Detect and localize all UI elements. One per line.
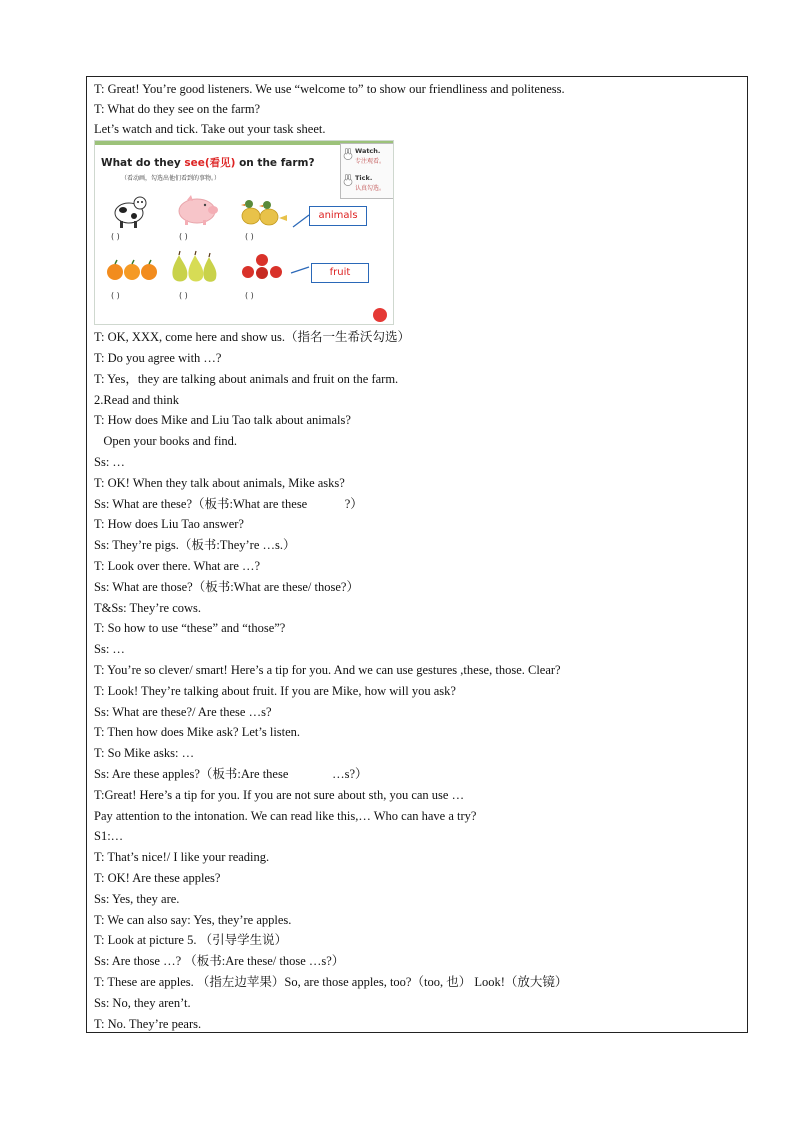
text-line: T: Then how does Mike ask? Let’s listen. [94, 725, 301, 739]
text-line: T: You’re so clever/ smart! Here’s a tip for you. And we can use gestures ,these, those. Clear? [94, 663, 561, 677]
slide-subtitle: （看动画，勾选出他们看到的事物。） [121, 175, 221, 182]
text-line: T&Ss: They’re cows. [94, 601, 202, 615]
text-line: Ss: Are these apples?（板书:Are these …s?） [94, 767, 368, 781]
text-line: T: How does Liu Tao answer? [94, 517, 244, 531]
answer-parens[interactable]: ( ) [179, 232, 188, 241]
text-line: T: Great! You’re good listeners. We use “welcome to” to show our friendliness and politeness. [94, 82, 565, 96]
oranges-icon [105, 255, 159, 285]
lesson-table-cell [86, 76, 748, 1033]
text-line: T: OK! When they talk about animals, Mike asks? [94, 476, 345, 490]
text-line: 2.Read and think [94, 393, 180, 407]
text-line: T: No. They’re pears. [94, 1017, 202, 1031]
bracket-line-animals [291, 201, 311, 231]
text-line: Ss: What are these?（板书:What are these ?） [94, 497, 363, 511]
text-line: Ss: They’re pigs.（板书:They’re …s.） [94, 538, 296, 552]
text-line: T: OK, XXX, come here and show us.（指名一生希沃勾选） [94, 330, 411, 344]
text-line: T: We can also say: Yes, they’re apples. [94, 913, 292, 927]
text-line: T: Look at picture 5. （引导学生说） [94, 933, 288, 947]
text-line: Ss: … [94, 642, 125, 656]
text-line: T: That’s nice!/ I like your reading. [94, 850, 270, 864]
text-line: T: These are apples. （指左边苹果）So, are those apples, too?（too, 也） Look!（放大镜） [94, 975, 568, 989]
answer-parens[interactable]: ( ) [245, 232, 254, 241]
text-line: Ss: No, they aren’t. [94, 996, 191, 1010]
answer-parens[interactable]: ( ) [111, 232, 120, 241]
text-line: T: Yes，they are talking about animals and fruit on the farm. [94, 372, 399, 386]
text-line: T: Look over there. What are …? [94, 559, 261, 573]
text-line: Ss: What are these?/ Are these …s? [94, 705, 272, 719]
rabbit-watch-icon [343, 148, 353, 160]
watch-tick-legend: Watch. 专注观看。 Tick. 认真勾选。 [340, 143, 394, 199]
pig-icon [175, 193, 221, 227]
text-line: T: What do they see on the farm? [94, 102, 261, 116]
text-line: Open your books and find. [94, 434, 238, 448]
pears-icon [169, 249, 219, 285]
text-line: Ss: Yes, they are. [94, 892, 180, 906]
text-line: T: Do you agree with …? [94, 351, 222, 365]
ducks-icon [239, 196, 291, 228]
answer-parens[interactable]: ( ) [245, 291, 254, 300]
rabbit-tick-icon [343, 174, 353, 186]
text-line: Ss: … [94, 455, 125, 469]
cow-icon [109, 191, 149, 229]
text-line: T: Look! They’re talking about fruit. If you are Mike, how will you ask? [94, 684, 456, 698]
answer-parens[interactable]: ( ) [179, 291, 188, 300]
text-line: Ss: What are those?（板书:What are these/ those?） [94, 580, 359, 594]
slide-title: What do they see(看见) on the farm? [101, 157, 315, 169]
answer-parens[interactable]: ( ) [111, 291, 120, 300]
apples-icon [239, 252, 285, 284]
fruit-tag: fruit [311, 263, 369, 283]
bracket-line-fruit [289, 259, 311, 279]
text-line: T: OK! Are these apples? [94, 871, 221, 885]
task-slide-image [94, 140, 394, 325]
text-line: T: How does Mike and Liu Tao talk about animals? [94, 413, 351, 427]
text-line: T: So how to use “these” and “those”? [94, 621, 286, 635]
text-line: Ss: Are those …? （板书:Are these/ those …s?） [94, 954, 345, 968]
animals-tag: animals [309, 206, 367, 226]
text-line: Pay attention to the intonation. We can read like this,… Who can have a try? [94, 809, 477, 823]
text-line: S1:… [94, 829, 124, 843]
text-line: Let’s watch and tick. Take out your task sheet. [94, 122, 326, 136]
text-line: T:Great! Here’s a tip for you. If you are not sure about sth, you can use … [94, 788, 465, 802]
pen-tool-icon[interactable] [373, 308, 387, 322]
text-line: T: So Mike asks: … [94, 746, 195, 760]
